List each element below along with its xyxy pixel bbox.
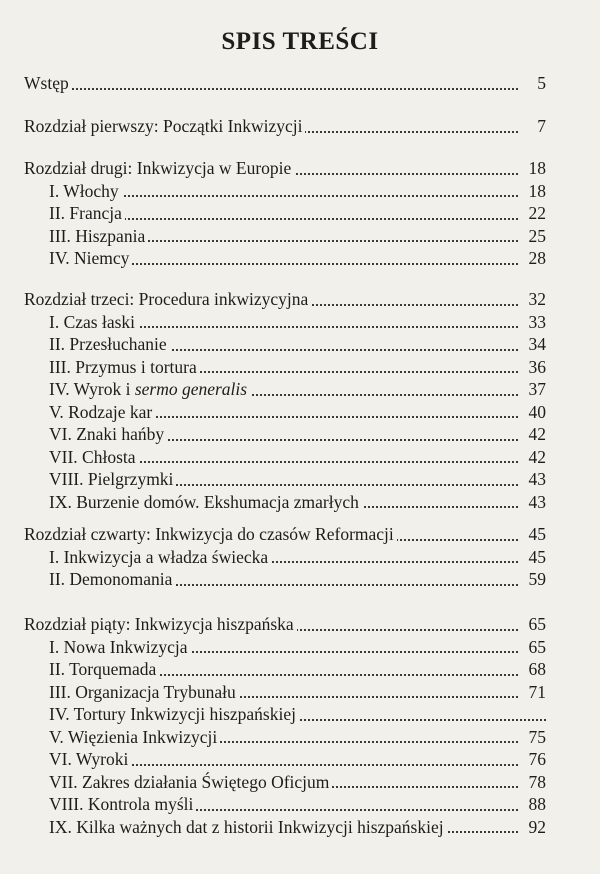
toc-entry-label: Rozdział piąty: Inkwizycja hiszpańska — [24, 614, 297, 634]
toc-subsection — [24, 703, 546, 726]
toc-page-number: 78 — [526, 771, 547, 794]
toc-page-number: 88 — [526, 793, 547, 816]
toc-page-number: 32 — [526, 288, 547, 311]
toc-entry-label: III. Przymus i tortura — [49, 357, 200, 377]
toc-section — [24, 157, 546, 270]
toc-entry-label: IX. Kilka ważnych dat z historii Inkwizycji hiszpańskiej — [49, 817, 447, 837]
toc-entry-label: V. Więzienia Inkwizycji — [49, 727, 220, 747]
toc-page-number: 18 — [526, 180, 547, 203]
toc-page-number: 65 — [526, 613, 547, 636]
toc-subsection — [24, 180, 546, 203]
toc-page-number: 33 — [526, 311, 547, 334]
toc-chapter — [24, 523, 546, 546]
toc-subsection — [24, 546, 546, 569]
toc-subsection — [24, 681, 546, 704]
toc-entry-label: III. Organizacja Trybunału — [49, 682, 239, 702]
toc-entry-label: IV. Tortury Inkwizycji hiszpańskiej — [49, 704, 299, 724]
toc-page-number: 37 — [526, 378, 547, 401]
toc-page-number: 65 — [526, 636, 547, 659]
toc-chapter — [24, 613, 546, 636]
toc-page-number: 76 — [526, 748, 547, 771]
toc-subsection — [24, 225, 546, 248]
toc-subsection — [24, 468, 546, 491]
toc-subsection — [24, 816, 546, 839]
toc-section — [24, 523, 546, 591]
toc-entry-label: IV. Wyrok i sermo generalis — [49, 379, 250, 399]
toc-subsection — [24, 771, 546, 794]
toc-entry-label: VI. Znaki hańby — [49, 424, 167, 444]
toc-subsection — [24, 726, 546, 749]
toc-subsection — [24, 401, 546, 424]
toc-page-number: 5 — [534, 72, 546, 95]
toc-entry-label: II. Francja — [49, 203, 125, 223]
toc-entry-label: IV. Niemcy — [49, 248, 132, 268]
toc-page-number: 42 — [526, 446, 547, 469]
toc-entry-label: VII. Chłosta — [49, 447, 139, 467]
toc-chapter — [24, 288, 546, 311]
toc-page-number: 92 — [526, 816, 547, 839]
toc-subsection — [24, 446, 546, 469]
toc-subsection — [24, 333, 546, 356]
toc-entry-label: VIII. Kontrola myśli — [49, 794, 196, 814]
toc-subsection — [24, 247, 546, 270]
toc-entry-label: II. Przesłuchanie — [49, 334, 170, 354]
toc-entry-label: I. Czas łaski — [49, 312, 138, 332]
toc-page-number: 7 — [534, 115, 546, 138]
toc-page-number: 28 — [526, 247, 547, 270]
toc-entry-label: Rozdział czwarty: Inkwizycja do czasów Reformacji — [24, 524, 397, 544]
toc-page-number: 42 — [526, 423, 547, 446]
toc-entry-label: I. Inkwizycja a władza świecka — [49, 547, 271, 567]
toc-entry-label: VII. Zakres działania Świętego Oficjum — [49, 772, 332, 792]
toc-section — [24, 115, 546, 138]
toc-page-number: 43 — [526, 491, 547, 514]
toc-chapter — [24, 72, 546, 95]
toc-entry-label: Rozdział pierwszy: Początki Inkwizycji — [24, 116, 305, 136]
toc-subsection — [24, 793, 546, 816]
dot-leader — [24, 88, 518, 90]
toc-page-number: 34 — [526, 333, 547, 356]
toc-page-number: 71 — [526, 681, 547, 704]
toc-entry-label: III. Hiszpania — [49, 226, 148, 246]
toc-chapter — [24, 157, 546, 180]
toc-section — [24, 288, 546, 513]
toc-subsection — [24, 423, 546, 446]
toc-entry-label: II. Torquemada — [49, 659, 159, 679]
toc-entry-label: V. Rodzaje kar — [49, 402, 155, 422]
toc-page-number: 59 — [526, 568, 547, 591]
toc-subsection — [24, 568, 546, 591]
toc-chapter — [24, 115, 546, 138]
toc-subsection — [24, 636, 546, 659]
toc-subsection — [24, 311, 546, 334]
toc-subsection — [24, 378, 546, 401]
toc-subsection — [24, 748, 546, 771]
toc-page-number: 36 — [526, 356, 547, 379]
toc-page-number: 45 — [526, 546, 547, 569]
toc-entry-label: IX. Burzenie domów. Ekshumacja zmarłych — [49, 492, 362, 512]
toc-entry-label: VIII. Pielgrzymki — [49, 469, 176, 489]
toc-page-number: 18 — [526, 157, 547, 180]
toc-page-number: 40 — [526, 401, 547, 424]
toc-subsection — [24, 202, 546, 225]
toc-page-number: 25 — [526, 225, 547, 248]
toc-entry-label: Rozdział drugi: Inkwizycja w Europie — [24, 158, 294, 178]
page-title: SPIS TREŚCI — [221, 28, 379, 55]
toc-entry-label: II. Demonomania — [49, 569, 175, 589]
toc-page-number: 45 — [526, 523, 547, 546]
toc-section — [24, 613, 546, 838]
toc-subsection — [24, 658, 546, 681]
toc-entry-label: VI. Wyroki — [49, 749, 131, 769]
toc-section — [24, 72, 546, 95]
toc-subsection — [24, 356, 546, 379]
toc-entry-label: Rozdział trzeci: Procedura inkwizycyjna — [24, 289, 311, 309]
toc-subsection — [24, 491, 546, 514]
toc-entry-label: Wstęp — [24, 73, 72, 93]
toc-entry-label: I. Nowa Inkwizycja — [49, 637, 191, 657]
toc-page-number: 43 — [526, 468, 547, 491]
toc-page-number: 75 — [526, 726, 547, 749]
toc-entry-italic: sermo generalis — [134, 379, 248, 399]
toc-page-number: 68 — [526, 658, 547, 681]
toc-page-number: 22 — [526, 202, 547, 225]
toc-entry-label: I. Włochy — [49, 181, 122, 201]
